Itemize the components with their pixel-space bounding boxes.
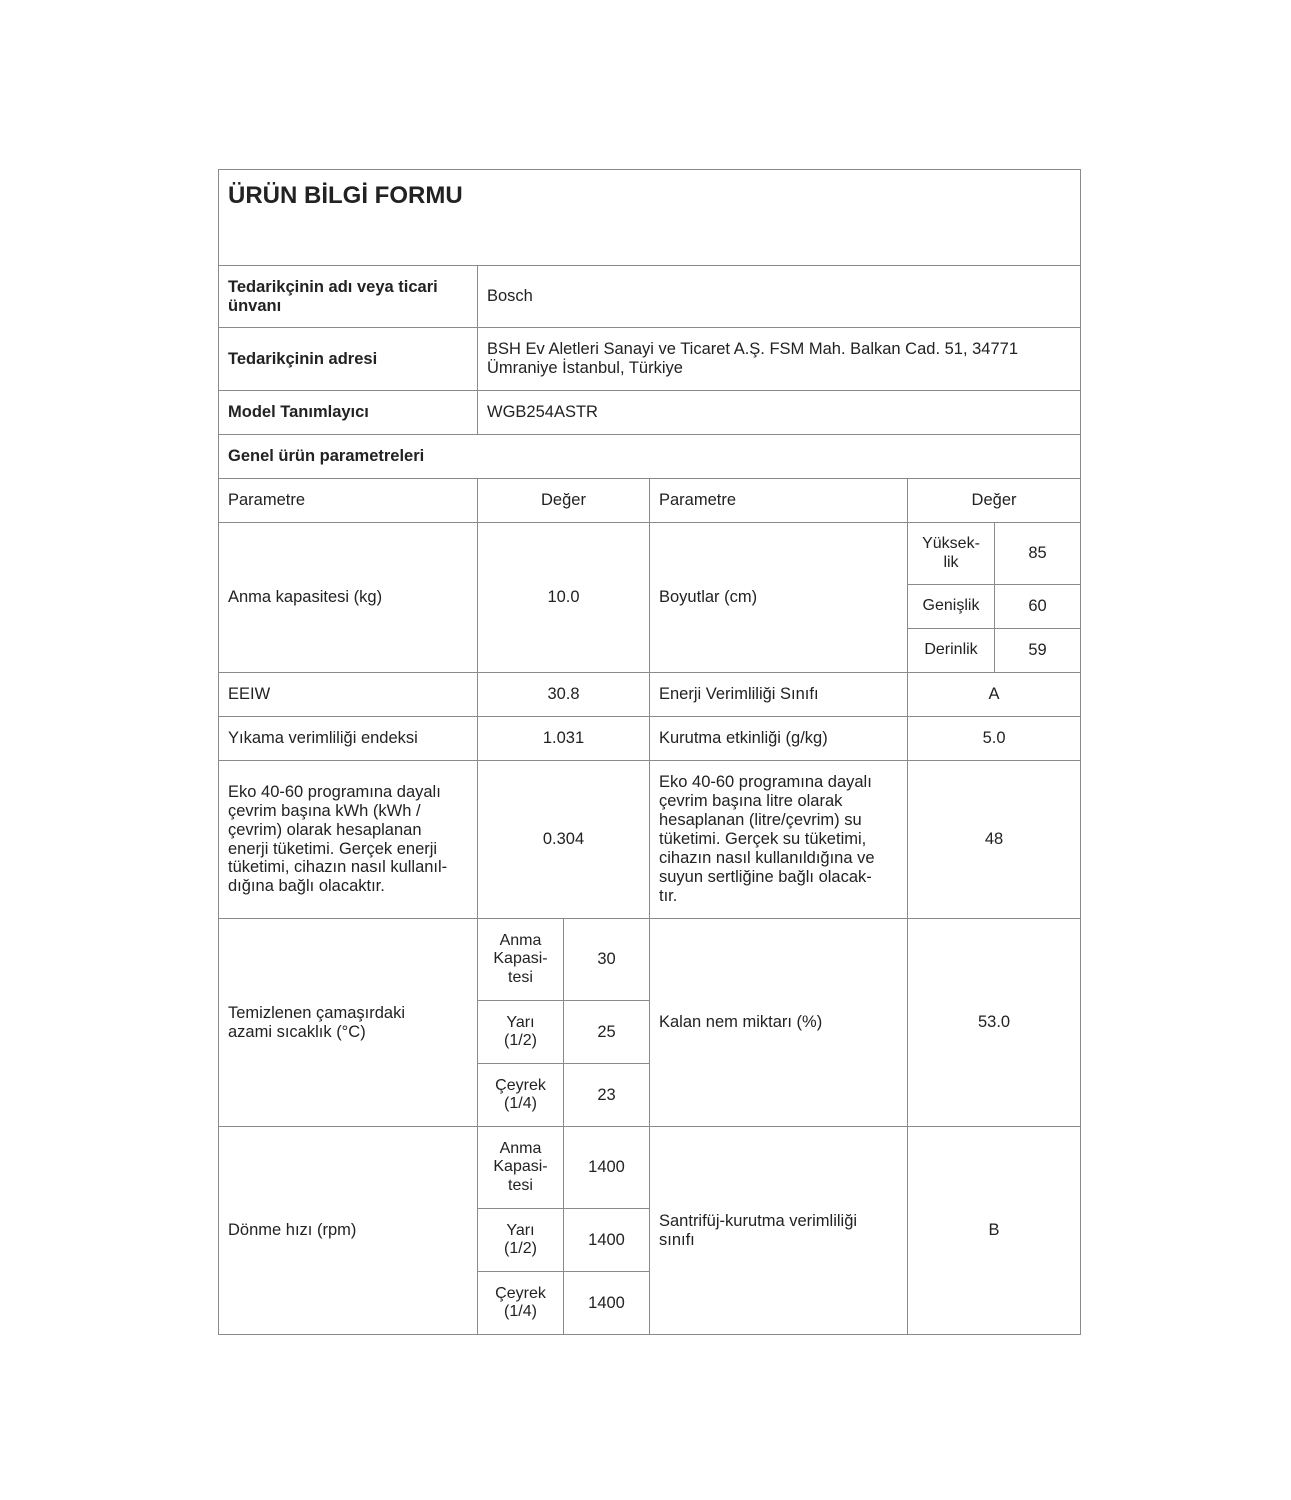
eeiw-label: EEIW: [219, 673, 478, 717]
depth-value: 59: [995, 629, 1081, 673]
max-temp-label: Temizlenen çamaşırdaki azami sıcaklık (°C): [219, 919, 478, 1127]
water-consumption-label: Eko 40-60 programına dayalı çevrim başına litre olarak hesaplanan (litre/çevrim) su tüketimi. Gerçek su tüketimi, cihazın nasıl kullanıldığına ve suyun sertliğine bağlı olacak- tır.: [650, 761, 908, 919]
spin-full-value: 1400: [564, 1127, 650, 1209]
washing-index-label: Yıkama verimliliği endeksi: [219, 717, 478, 761]
spin-quarter-label: Çeyrek (1/4): [478, 1272, 564, 1335]
max-temp-full-label: Anma Kapasi- tesi: [478, 919, 564, 1001]
spin-half-value: 1400: [564, 1209, 650, 1272]
model-label: Model Tanımlayıcı: [219, 391, 478, 435]
energy-class-label: Enerji Verimliliği Sınıfı: [650, 673, 908, 717]
energy-consumption-label: Eko 40-60 programına dayalı çevrim başına kWh (kWh / çevrim) olarak hesaplanan enerji tüketimi. Gerçek enerji tüketimi, cihazın nasıl kullanıl- dığına bağlı olacaktır.: [219, 761, 478, 919]
header-parameter-right: Parametre: [650, 479, 908, 523]
rinsing-label: Kurutma etkinliği (g/kg): [650, 717, 908, 761]
dimensions-label: Boyutlar (cm): [650, 523, 908, 673]
spin-quarter-value: 1400: [564, 1272, 650, 1335]
spin-half-label: Yarı (1/2): [478, 1209, 564, 1272]
max-temp-half-label: Yarı (1/2): [478, 1001, 564, 1064]
spin-full-label: Anma Kapasi- tesi: [478, 1127, 564, 1209]
depth-label: Derinlik: [908, 629, 995, 673]
header-value-left: Değer: [478, 479, 650, 523]
height-label: Yüksek- lik: [908, 523, 995, 585]
height-value: 85: [995, 523, 1081, 585]
max-temp-quarter-label: Çeyrek (1/4): [478, 1064, 564, 1127]
spin-class-value: B: [908, 1127, 1081, 1335]
max-temp-quarter-value: 23: [564, 1064, 650, 1127]
header-parameter-left: Parametre: [219, 479, 478, 523]
model-value: WGB254ASTR: [478, 391, 1081, 435]
supplier-value: Bosch: [478, 266, 1081, 328]
moisture-label: Kalan nem miktarı (%): [650, 919, 908, 1127]
max-temp-half-value: 25: [564, 1001, 650, 1064]
general-heading: Genel ürün parametreleri: [219, 435, 1081, 479]
capacity-label: Anma kapasitesi (kg): [219, 523, 478, 673]
eeiw-value: 30.8: [478, 673, 650, 717]
spin-class-label: Santrifüj-kurutma verimliliği sınıfı: [650, 1127, 908, 1335]
width-value: 60: [995, 585, 1081, 629]
product-info-table: [218, 169, 1081, 1335]
rinsing-value: 5.0: [908, 717, 1081, 761]
header-value-right: Değer: [908, 479, 1081, 523]
energy-consumption-value: 0.304: [478, 761, 650, 919]
moisture-value: 53.0: [908, 919, 1081, 1127]
capacity-value: 10.0: [478, 523, 650, 673]
width-label: Genişlik: [908, 585, 995, 629]
washing-index-value: 1.031: [478, 717, 650, 761]
supplier-label: Tedarikçinin adı veya ticari ünvanı: [219, 266, 478, 328]
address-label: Tedarikçinin adresi: [219, 328, 478, 391]
water-consumption-value: 48: [908, 761, 1081, 919]
form-title: ÜRÜN BİLGİ FORMU: [219, 170, 1081, 266]
energy-class-value: A: [908, 673, 1081, 717]
spin-speed-label: Dönme hızı (rpm): [219, 1127, 478, 1335]
max-temp-full-value: 30: [564, 919, 650, 1001]
address-value: BSH Ev Aletleri Sanayi ve Ticaret A.Ş. FSM Mah. Balkan Cad. 51, 34771 Ümraniye İstanbul, Türkiye: [478, 328, 1081, 391]
